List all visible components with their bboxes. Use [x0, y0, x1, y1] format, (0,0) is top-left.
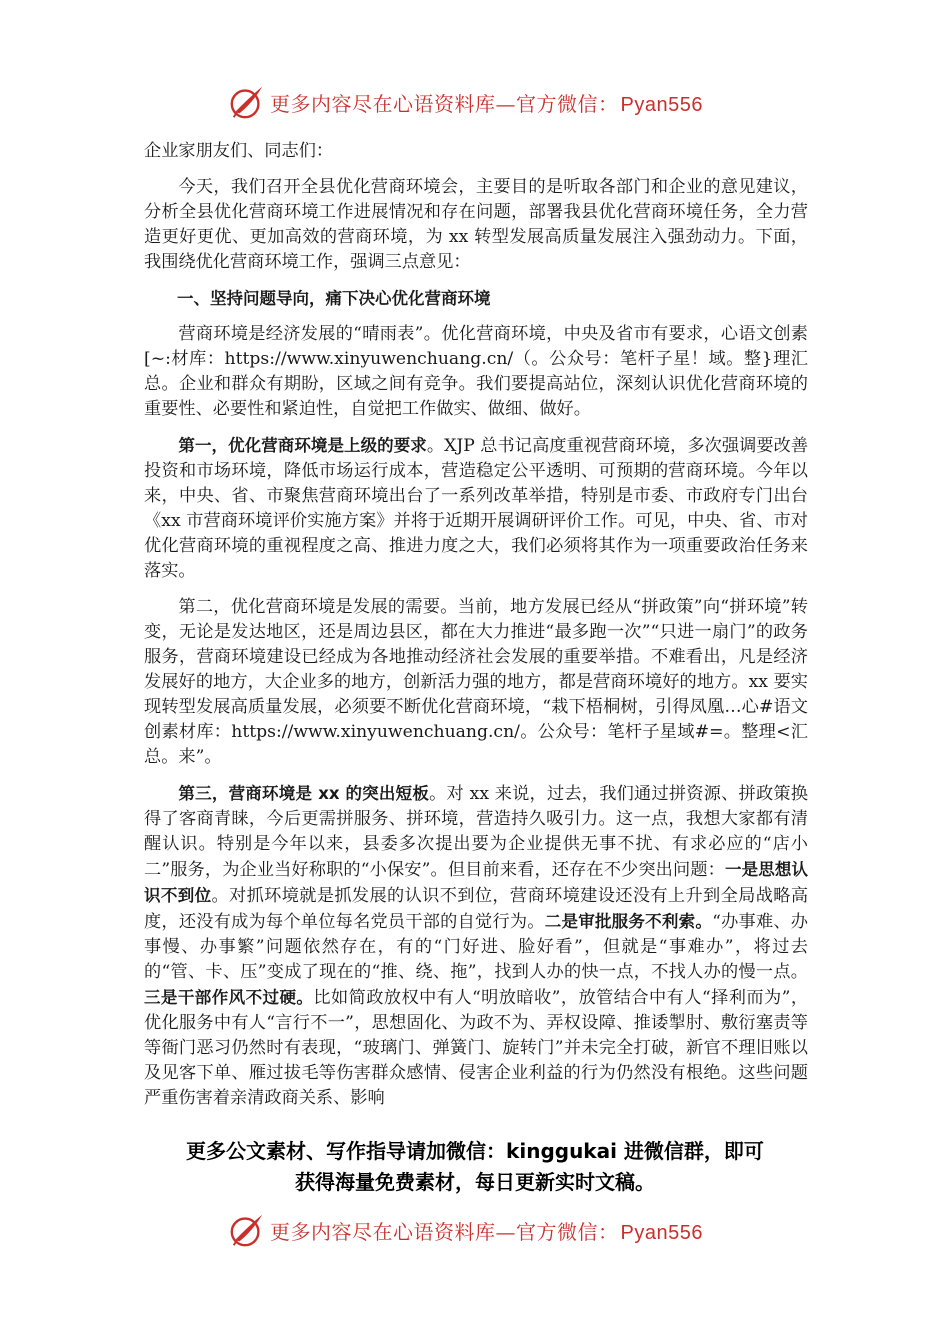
promo-notice [100, 1136, 850, 1198]
paragraph-first [144, 433, 808, 584]
paragraph-overview: 营商环境是经济发展的“晴雨表”。优化营商环境，中央及省市有要求，心语文创素[~:材库：https://www.xinyuwenchuang.cn/（。公众号：笔杆子星！域。整}理汇总。企业和群众有期盼，区域之间有竞争。我们要提高站位，深刻认识优化营商环境的重要性、必要性和紧迫性，自觉把工作做实、做细、做好。 [144, 324, 808, 419]
banner-separator: — [495, 91, 516, 116]
paragraph-second: 第二，优化营商环境是发展的需要。当前，地方发展已经从“拼政策”向“拼环境”转变，无论是发达地区，还是周边县区，都在大力推进“最多跑一次”“只进一扇门”的政务服务，营商环境建设已经成为各地推动经济社会发展的重要举措。不难看出，凡是经济发展好的地方，大企业多的地方，创新活力强的地方，都是营商环境好的地方。xx 要实现转型发展高质量发展，必须要不断优化营商环境，“栽下梧桐树，引得凤凰…心#语文创素材库：https://www.xinyuwenchuang.cn/。公众号：笔杆子星域#=。整理<汇总。来”。 [144, 597, 808, 767]
promo-line-1: 更多公文素材、写作指导请加微信：kinggukai 进微信群，即可 [186, 1139, 764, 1163]
quill-logo-icon [228, 1211, 266, 1249]
footer-banner [0, 1210, 950, 1250]
third-point-title: 第三，营商环境是 xx 的突出短板 [178, 784, 430, 803]
quill-logo-icon [228, 83, 266, 121]
section-heading: 一、坚持问题导向，痛下决心优化营商环境 [177, 289, 491, 308]
problem-two-title: 二是审批服务不利索。 [544, 912, 713, 931]
banner-official: 官方微信： [516, 91, 619, 116]
banner-separator: — [495, 1219, 516, 1244]
problem-one-title: 一是思想认识不到位 [144, 860, 808, 905]
banner-text [270, 88, 703, 117]
banner-text [270, 1216, 703, 1245]
banner-title: 更多内容尽在心语资料库 [270, 91, 496, 116]
header-banner [0, 82, 950, 122]
document-body [144, 139, 808, 1122]
third-point-text-3: “办事难、办事慢、办事繁”问题依然存在，有的“门好进、脸好看”，但就是“事难办”，将过去的“管、卡、压”变成了现在的“推、绕、拖”，找到人办的快一点，不找人办的慢一点。 [144, 912, 808, 982]
salutation: 企业家朋友们、同志们： [144, 141, 334, 161]
banner-handle: Pyan556 [620, 93, 703, 116]
banner-title: 更多内容尽在心语资料库 [270, 1219, 496, 1244]
banner-handle: Pyan556 [620, 1221, 703, 1244]
third-point-text-2: 。对抓环境就是抓发展的认识不到位，营商环境建设还没有上升到全局战略高度，还没有成为每个单位每名党员干部的自觉行为。 [144, 886, 809, 932]
banner-official: 官方微信： [516, 1219, 619, 1244]
problem-three-title: 三是干部作风不过硬。 [144, 988, 314, 1007]
paragraph-intro: 今天，我们召开全县优化营商环境会，主要目的是听取各部门和企业的意见建议，分析全县优化营商环境工作进展情况和存在问题，部署我县优化营商环境任务，全力营造更好更优、更加高效的营商环境，为 xx 转型发展高质量发展注入强劲动力。下面，我围绕优化营商环境工作，强调三点意见： [144, 177, 808, 272]
paragraph-third [144, 781, 808, 1111]
third-point-text-1: 。对 xx 来说，过去，我们通过拼资源、拼政策换得了客商青睐，今后更需拼服务、拼环境，营造持久吸引力。这一点，我想大家都有清醒认识。特别是今年以来，县委多次提出要为企业提供无事不扰、有求必应的“店小二”服务，为企业当好称职的“小保安”。但目前来看，还存在不少突出问题： [144, 784, 808, 880]
first-point-title: 第一，优化营商环境是上级的要求 [178, 436, 427, 455]
first-point-text: 。XJP 总书记高度重视营商环境，多次强调要改善投资和市场环境，降低市场运行成本，营造稳定公平透明、可预期的营商环境。今年以来，中央、省、市聚焦营商环境出台了一系列改革举措，特别是市委、市政府专门出台《xx 市营商环境评价实施方案》并将于近期开展调研评价工作。可见，中央、省、市对优化营商环境的重视程度之高、推进力度之大，我们必须将其作为一项重要政治任务来落实。 [144, 436, 809, 581]
third-point-text-4: 比如简政放权中有人“明放暗收”，放管结合中有人“择利而为”，优化服务中有人“言行不一”，思想固化、为政不为、弄权设障、推诿掣肘、敷衍塞责等等衙门恶习仍然时有表现，“玻璃门、弹簧门、旋转门”并未完全打破，新官不理旧账以及见客下单、雁过拔毛等伤害群众感情、侵害企业利益的行为仍然没有根绝。这些问题严重伤害着亲清政商关系、影响 [144, 988, 809, 1108]
promo-line-2: 获得海量免费素材，每日更新实时文稿。 [295, 1170, 655, 1194]
